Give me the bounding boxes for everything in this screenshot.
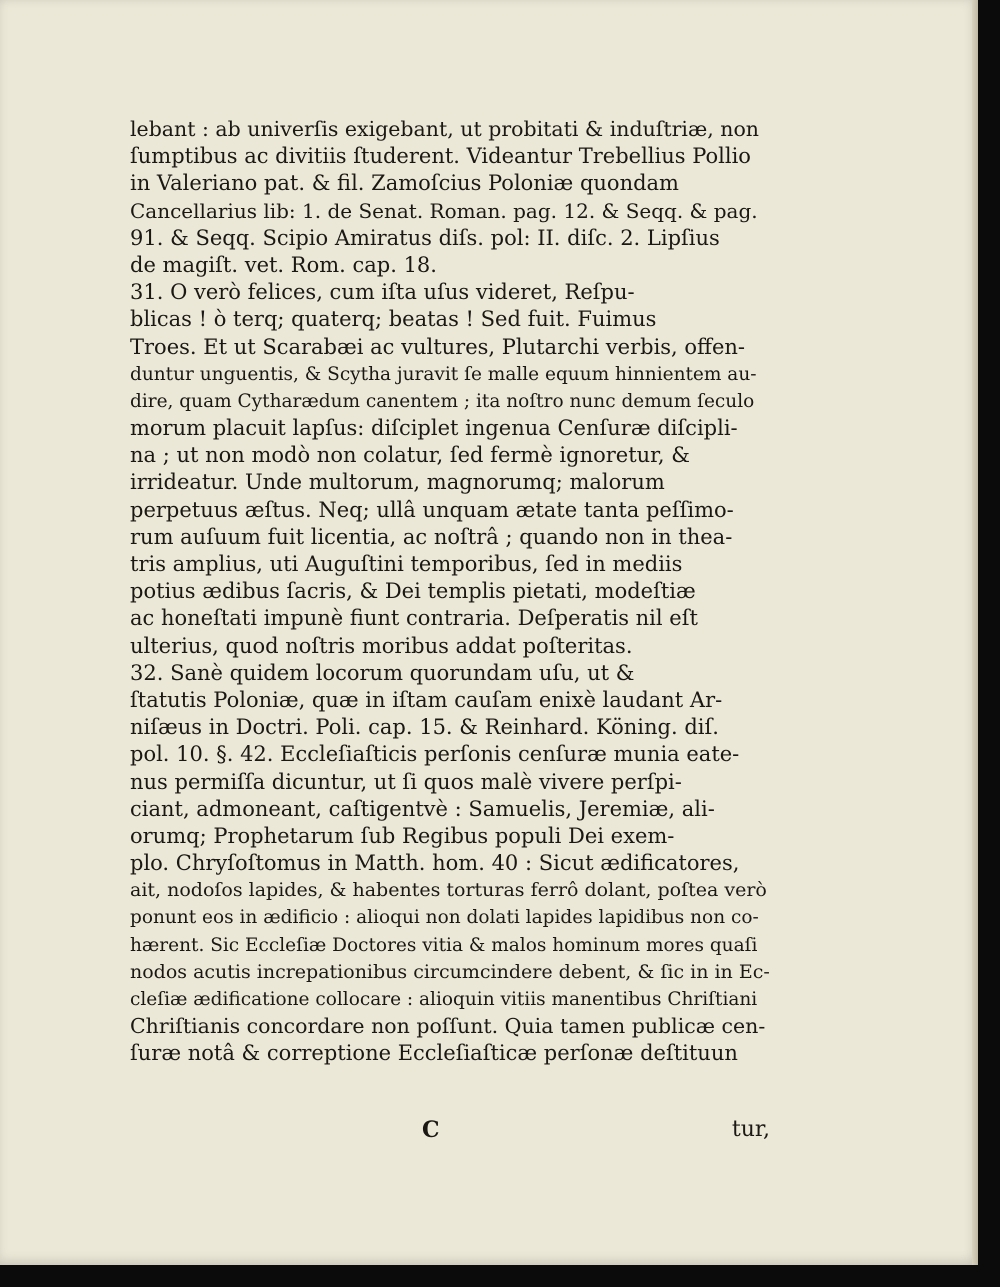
- text-line: ulterius, quod noſtris moribus addat poſteritas.: [130, 633, 633, 658]
- body-text: [130, 116, 770, 1068]
- text-line: dire, quam Cytharædum canentem ; ita noſtro nunc demum ſeculo: [130, 390, 755, 412]
- text-line: Troes. Et ut Scarabæi ac vultures, Plutarchi verbis, offen-: [130, 334, 746, 359]
- text-line: ciant, admoneant, caſtigentvè : Samuelis, Jeremiæ, ali-: [130, 796, 715, 821]
- text-line: perpetuus æſtus. Neq; ullâ unquam ætate tanta peſſimo-: [130, 497, 734, 522]
- page-edge: [972, 0, 978, 1265]
- text-line: in Valeriano pat. & fil. Zamoſcius Poloniæ quondam: [130, 171, 679, 196]
- text-line: de magiſt. vet. Rom. cap. 18.: [130, 252, 437, 277]
- text-line: niſæus in Doctri. Poli. cap. 15. & Reinhard. Köning. diſ.: [130, 715, 719, 740]
- catchword: tur,: [731, 1117, 770, 1142]
- text-line: plo. Chryſoſtomus in Matth. hom. 40 : Sicut ædificatores,: [130, 851, 740, 876]
- text-line: rum auſuum fuit licentia, ac noſtrâ ; quando non in thea-: [130, 524, 733, 549]
- text-line: ac honeſtati impunè fiunt contraria. Deſperatis nil eſt: [130, 606, 698, 631]
- text-line: pol. 10. §. 42. Eccleſiaſticis perſonis cenſuræ munia eate-: [130, 742, 740, 767]
- text-line: Cancellarius lib: 1. de Senat. Roman. pag. 12. & Seqq. & pag.: [130, 198, 758, 223]
- text-line: tris amplius, uti Auguſtini temporibus, ſed in mediis: [130, 552, 683, 576]
- text-line: nus permiſſa dicuntur, ut ſi quos malè vivere perſpi-: [130, 769, 682, 794]
- text-line: 91. & Seqq. Scipio Amiratus diſs. pol: II. diſc. 2. Lipſius: [130, 225, 720, 250]
- text-line: orumq; Prophetarum ſub Regibus populi Dei exem-: [130, 823, 675, 848]
- text-line: ponunt eos in ædificio : alioqui non dolati lapides lapidibus non co-: [130, 907, 759, 929]
- text-line: lebant : ab univerſis exigebant, ut probitati & induſtriæ, non: [130, 117, 760, 141]
- text-line: cleſiæ ædificatione collocare : alioquin vitiis manentibus Chriſtiani: [130, 989, 758, 1010]
- text-line: ſumptibus ac divitiis ſtuderent. Videantur Trebellius Pollio: [130, 144, 751, 169]
- text-line: blicas ! ò terq; quaterq; beatas ! Sed fuit. Fuimus: [130, 307, 657, 332]
- text-line: ſtatutis Poloniæ, quæ in iſtam cauſam enixè laudant Ar-: [130, 687, 723, 712]
- text-line: morum placuit lapſus: diſciplet ingenua Cenſuræ diſcipli-: [130, 416, 738, 441]
- signature-mark: C: [422, 1117, 440, 1143]
- text-line: ait, nodoſos lapides, & habentes torturas ferrô dolant, poſtea verò: [130, 879, 767, 902]
- text-line: ſuræ notâ & correptione Eccleſiaſticæ perſonæ deſtituun: [130, 1041, 738, 1066]
- text-line: 31. O verò felices, cum iſta uſus videret, Reſpu-: [130, 280, 635, 305]
- text-line: irrideatur. Unde multorum, magnorumq; malorum: [130, 470, 665, 495]
- text-line: nodos acutis increpationibus circumcindere debent, & ſic in in Ec-: [130, 960, 770, 983]
- page-footer: [130, 1117, 770, 1147]
- text-line: na ; ut non modò non colatur, ſed fermè ignoretur, &: [130, 443, 690, 468]
- text-line: potius ædibus ſacris, & Dei templis pietati, modeſtiæ: [130, 579, 696, 604]
- text-line: Chriſtianis concordare non poſſunt. Quia tamen publicæ cen-: [130, 1014, 766, 1039]
- text-line: 32. Sanè quidem locorum quorundam uſu, ut &: [130, 660, 635, 685]
- text-line: duntur unguentis, & Scytha juravit ſe malle equum hinnientem au-: [130, 363, 757, 385]
- text-line: hærent. Sic Eccleſiæ Doctores vitia & malos hominum mores quaſi: [130, 934, 758, 956]
